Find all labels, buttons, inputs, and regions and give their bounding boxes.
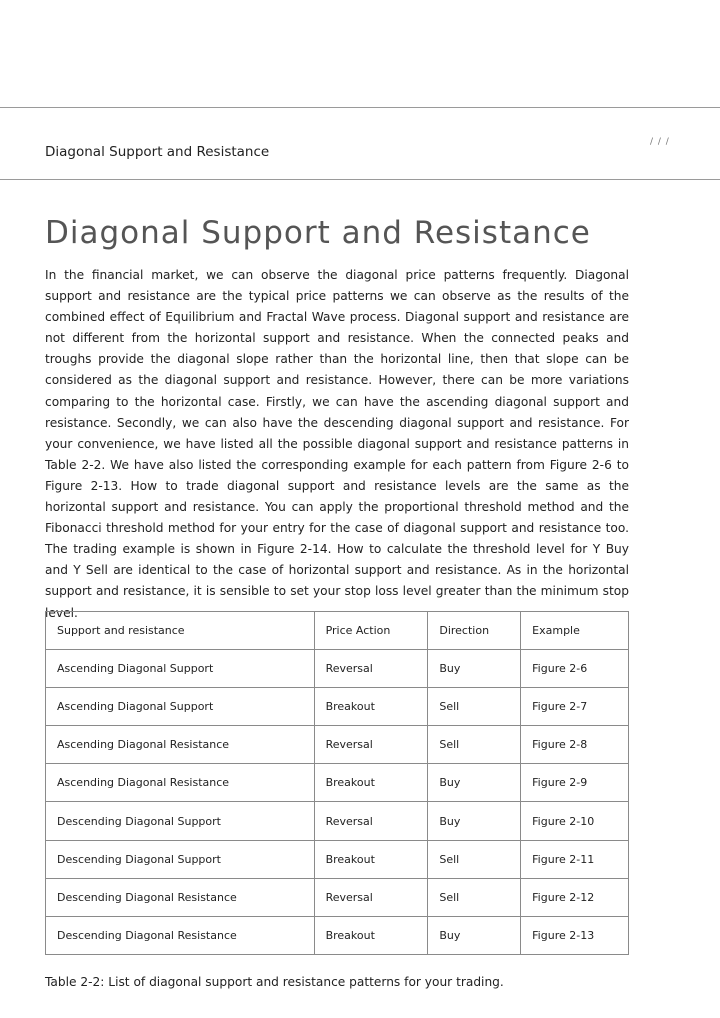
table-row (46, 688, 629, 726)
cell-support-resistance: Descending Diagonal Support (46, 840, 315, 878)
cell-example: Figure 2-8 (521, 726, 629, 764)
column-header-price-action: Price Action (314, 612, 428, 650)
column-header-direction: Direction (428, 612, 521, 650)
cell-direction: Sell (428, 878, 521, 916)
cell-support-resistance: Ascending Diagonal Support (46, 650, 315, 688)
cell-price-action: Breakout (314, 916, 428, 954)
cell-price-action: Breakout (314, 764, 428, 802)
section-title: Diagonal Support and Resistance (45, 215, 591, 251)
cell-direction: Buy (428, 916, 521, 954)
cell-example: Figure 2-7 (521, 688, 629, 726)
cell-direction: Buy (428, 802, 521, 840)
cell-example: Figure 2-9 (521, 764, 629, 802)
column-header-example: Example (521, 612, 629, 650)
cell-support-resistance: Descending Diagonal Support (46, 802, 315, 840)
cell-example: Figure 2-12 (521, 878, 629, 916)
header-bottom-rule (0, 179, 720, 180)
column-header-support-resistance: Support and resistance (46, 612, 315, 650)
cell-price-action: Reversal (314, 726, 428, 764)
table-row (46, 840, 629, 878)
cell-price-action: Breakout (314, 840, 428, 878)
cell-direction: Buy (428, 764, 521, 802)
cell-price-action: Reversal (314, 878, 428, 916)
table-row (46, 764, 629, 802)
table-row (46, 916, 629, 954)
patterns-table (45, 611, 629, 955)
cell-direction: Sell (428, 688, 521, 726)
cell-price-action: Reversal (314, 650, 428, 688)
cell-price-action: Reversal (314, 802, 428, 840)
cell-example: Figure 2-6 (521, 650, 629, 688)
body-paragraph: In the financial market, we can observe the diagonal price patterns frequently. Diagonal support and resistance are the typical price patterns we can observe as the results of the combined effect of Equilibrium and Fractal Wave process. Diagonal support and resistance are not different from the horizontal support and resistance. When the connected peaks and troughs provide the diagonal slope rather than the horizontal line, then that slope can be considered as the diagonal support and resistance. However, there can be more variations comparing to the horizontal case. Firstly, we can have the ascending diagonal support and resistance. Secondly, we can also have the descending diagonal support and resistance. For your convenience, we have listed all the possible diagonal support and resistance patterns in Table 2-2. We have also listed the corresponding example for each pattern from Figure 2-6 to Figure 2-13. How to trade diagonal support and resistance levels are the same as the horizontal support and resistance. You can apply the proportional threshold method and the Fibonacci threshold method for your entry for the case of diagonal support and resistance too. The trading example is shown in Figure 2-14. How to calculate the threshold level for Y Buy and Y Sell are identical to the case of horizontal support and resistance. As in the horizontal support and resistance, it is sensible to set your stop loss level greater than the minimum stop level. (45, 268, 629, 620)
table-row (46, 802, 629, 840)
header-top-rule (0, 107, 720, 108)
running-header-title: Diagonal Support and Resistance (45, 144, 270, 160)
cell-support-resistance: Descending Diagonal Resistance (46, 878, 315, 916)
table-row (46, 726, 629, 764)
cell-example: Figure 2-13 (521, 916, 629, 954)
cell-example: Figure 2-11 (521, 840, 629, 878)
table-row (46, 878, 629, 916)
cell-support-resistance: Descending Diagonal Resistance (46, 916, 315, 954)
table-row (46, 650, 629, 688)
cell-support-resistance: Ascending Diagonal Resistance (46, 726, 315, 764)
cell-support-resistance: Ascending Diagonal Support (46, 688, 315, 726)
cell-support-resistance: Ascending Diagonal Resistance (46, 764, 315, 802)
cell-direction: Buy (428, 650, 521, 688)
table-caption: Table 2-2: List of diagonal support and resistance patterns for your trading. (45, 975, 504, 989)
page-marker: / / / (650, 137, 670, 147)
table-header-row (46, 612, 629, 650)
cell-direction: Sell (428, 726, 521, 764)
cell-price-action: Breakout (314, 688, 428, 726)
cell-example: Figure 2-10 (521, 802, 629, 840)
cell-direction: Sell (428, 840, 521, 878)
